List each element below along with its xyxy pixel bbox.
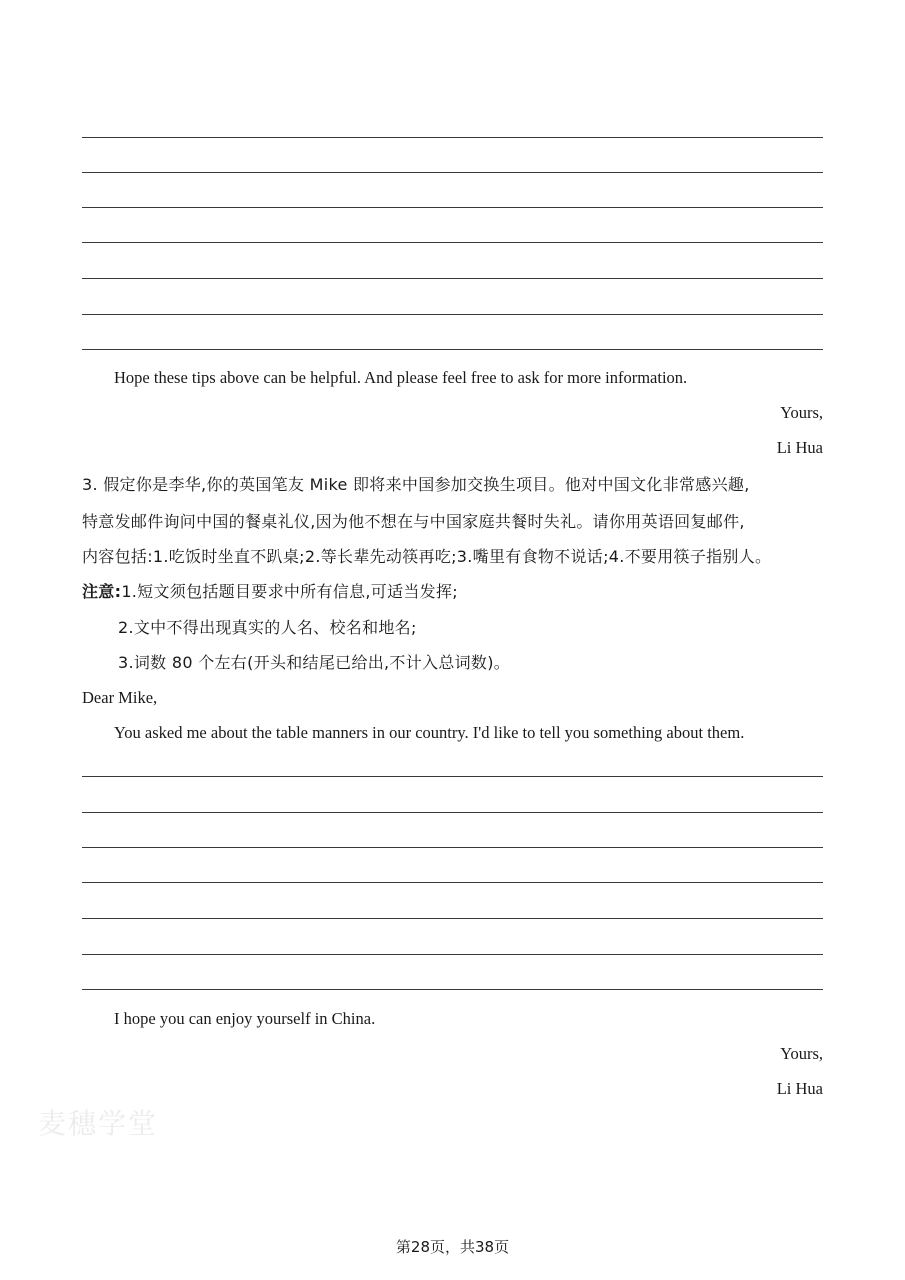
note-3: 3.词数 80 个左右(开头和结尾已给出,不计入总词数)。 [118,653,511,672]
note-2: 2.文中不得出现真实的人名、校名和地名; [118,618,417,637]
writing-line [82,207,823,208]
watermark: 麦穗学堂 [38,1107,159,1140]
writing-line [82,172,823,173]
writing-line [82,242,823,243]
writing-line [82,918,823,919]
writing-line [82,954,823,955]
opening-line: You asked me about the table manners in our country. I'd like to tell you something about them. [114,723,745,742]
prompt-line-3: 内容包括:1.吃饭时坐直不趴桌;2.等长辈先动筷再吃;3.嘴里有食物不说话;4.不要用筷子指别人。 [82,547,772,566]
prompt-line-1: 3. 假定你是李华,你的英国笔友 Mike 即将来中国参加交换生项目。他对中国文化非常感兴趣, [82,475,750,494]
writing-line [82,812,823,813]
writing-line [82,137,823,138]
writing-line [82,989,823,990]
closing-line-2: I hope you can enjoy yourself in China. [114,1009,376,1028]
sign-off-2: Yours, [780,1044,823,1063]
sign-off-1: Yours, [780,403,823,422]
signature-1: Li Hua [776,438,823,457]
closing-line-1: Hope these tips above can be helpful. And please feel free to ask for more information. [114,368,688,387]
note-label: 注意: [82,582,122,601]
writing-line [82,314,823,315]
prompt-line-2: 特意发邮件询问中国的餐桌礼仪,因为他不想在与中国家庭共餐时失礼。请你用英语回复邮件, [82,512,745,531]
writing-line [82,278,823,279]
note-1: 1.短文须包括题目要求中所有信息,可适当发挥; [121,582,458,601]
note-row [82,581,458,603]
signature-2: Li Hua [776,1079,823,1098]
writing-line [82,349,823,350]
page-footer: 第28页，共38页 [395,1238,510,1256]
writing-line [82,776,823,777]
writing-line [82,847,823,848]
writing-line [82,882,823,883]
greeting: Dear Mike, [82,688,158,707]
